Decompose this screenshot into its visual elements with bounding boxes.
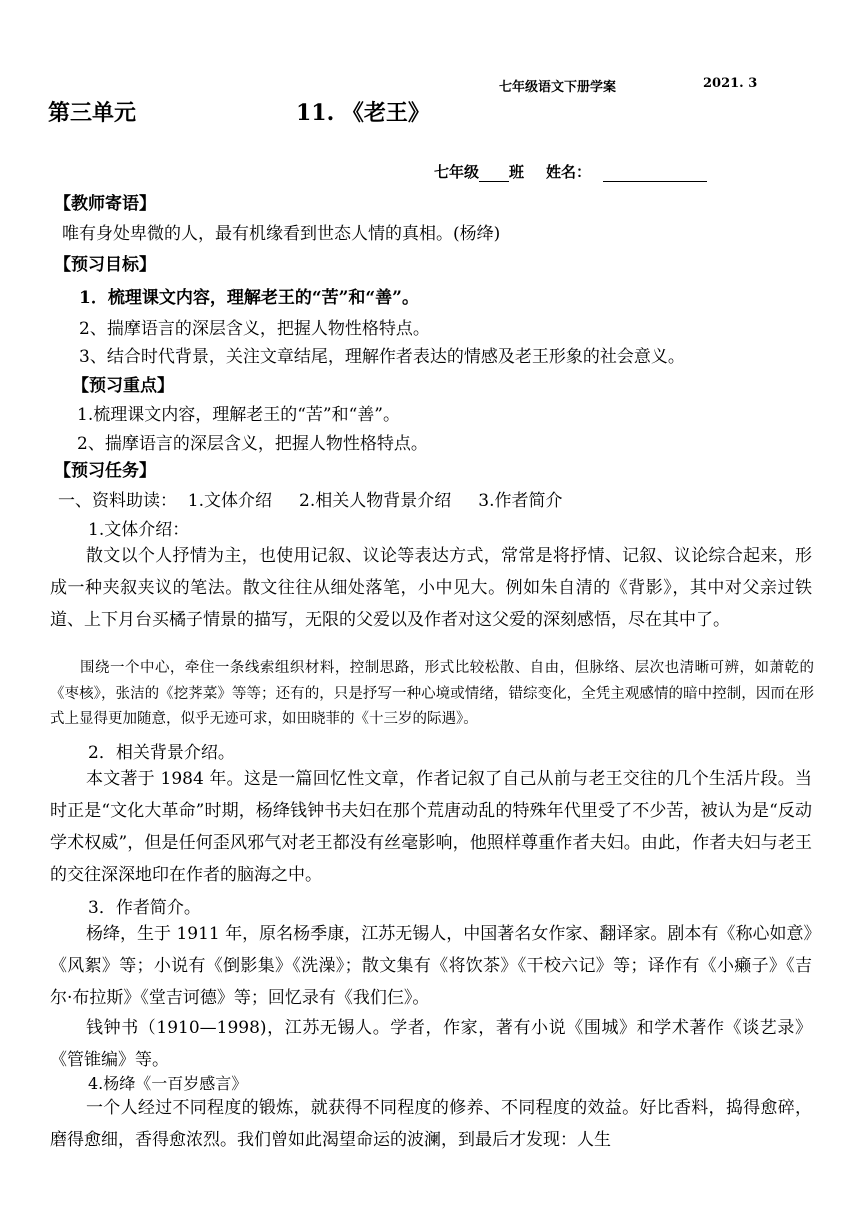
class-blank[interactable] bbox=[479, 181, 509, 182]
focus-item-2: 2、揣摩语言的深层含义，把握人物性格特点。 bbox=[77, 434, 428, 454]
section-3-title: 3．作者简介。 bbox=[88, 898, 201, 918]
goal-item-2: 2、揣摩语言的深层含义，把握人物性格特点。 bbox=[79, 319, 430, 339]
tasks-intro: 一、资料助读： 1.文体介绍 2.相关人物背景介绍 3.作者简介 bbox=[58, 491, 563, 511]
doc-date: 2021. 3 bbox=[703, 76, 758, 91]
section-2-title: 2．相关背景介绍。 bbox=[88, 743, 235, 763]
section-4-paragraph: 一个人经过不同程度的锻炼，就获得不同程度的修养、不同程度的效益。好比香料，捣得愈碎，磨得愈细，香得愈浓烈。我们曾如此渴望命运的波澜，到最后才发现：人生 bbox=[50, 1098, 812, 1150]
section-3-paragraph-2: 钱钟书（1910—1998)，江苏无锡人。学者，作家，著有小说《围城》和学术著作《谈艺录》《管锥编》等。 bbox=[50, 1018, 812, 1070]
tasks-heading: 【预习任务】 bbox=[54, 461, 156, 481]
section-1-paragraph: 散文以个人抒情为主，也使用记叙、议论等表达方式，常常是将抒情、记叙、议论综合起来，形成一种夹叙夹议的笔法。散文往往从细处落笔，小中见大。例如朱自清的《背影》，其中对父亲过铁道、上下月台买橘子情景的描写，无限的父爱以及作者对这父爱的深刻感悟，尽在其中了。 bbox=[50, 546, 812, 630]
teacher-words-text: 唯有身处卑微的人，最有机缘看到世态人情的真相。(杨绛) bbox=[62, 224, 501, 244]
unit-title: 第三单元 bbox=[48, 100, 137, 126]
section-1-title: 1.文体介绍： bbox=[88, 520, 190, 540]
goals-heading: 【预习目标】 bbox=[54, 255, 156, 275]
name-label: 姓名： bbox=[546, 163, 592, 181]
goal-item-3: 3、结合时代背景，关注文章结尾，理解作者表达的情感及老王形象的社会意义。 bbox=[79, 347, 685, 367]
section-3-paragraph-1: 杨绛，生于 1911 年，原名杨季康，江苏无锡人，中国著名女作家、翻译家。剧本有《称心如意》《风絮》等；小说有《倒影集》《洗澡》；散文集有《将饮茶》《干校六记》等；译作有《小癞子》《吉尔·布拉斯》《堂吉诃德》等；回忆录有《我们仨》。 bbox=[50, 924, 812, 1008]
goal-item-1: 1．梳理课文内容，理解老王的“苦”和“善”。 bbox=[79, 288, 419, 308]
focus-heading: 【预习重点】 bbox=[72, 376, 174, 396]
student-info bbox=[434, 161, 707, 182]
class-label: 班 bbox=[509, 163, 525, 181]
section-2-paragraph: 本文著于 1984 年。这是一篇回忆性文章，作者记叙了自己从前与老王交往的几个生活片段。当时正是“文化大革命”时期，杨绛钱钟书夫妇在那个荒唐动乱的特殊年代里受了不少苦，被认为是“反动学术权威”，但是任何歪风邪气对老王都没有丝毫影响，他照样尊重作者夫妇。由此，作者夫妇与老王的交往深深地印在作者的脑海之中。 bbox=[50, 769, 812, 885]
lesson-title: 11. 《老王》 bbox=[296, 100, 430, 126]
doc-name: 七年级语文下册学案 bbox=[499, 80, 617, 95]
grade-label: 七年级 bbox=[434, 163, 480, 181]
section-1-small-paragraph: 围绕一个中心，牵住一条线索组织材料，控制思路，形式比较松散、自由，但脉络、层次也清晰可辨，如萧乾的《枣核》，张洁的《挖荠菜》等等；还有的，只是抒写一种心境或情绪，错综变化，全凭主观感情的暗中控制，因而在形式上显得更加随意，似乎无迹可求，如田晓菲的《十三岁的际遇》。 bbox=[50, 660, 814, 727]
focus-item-1: 1.梳理课文内容，理解老王的“苦”和“善”。 bbox=[77, 405, 400, 425]
teacher-words-heading: 【教师寄语】 bbox=[54, 194, 156, 214]
section-4-title: 4.杨绛《一百岁感言》 bbox=[88, 1074, 248, 1093]
name-blank[interactable] bbox=[603, 181, 707, 182]
